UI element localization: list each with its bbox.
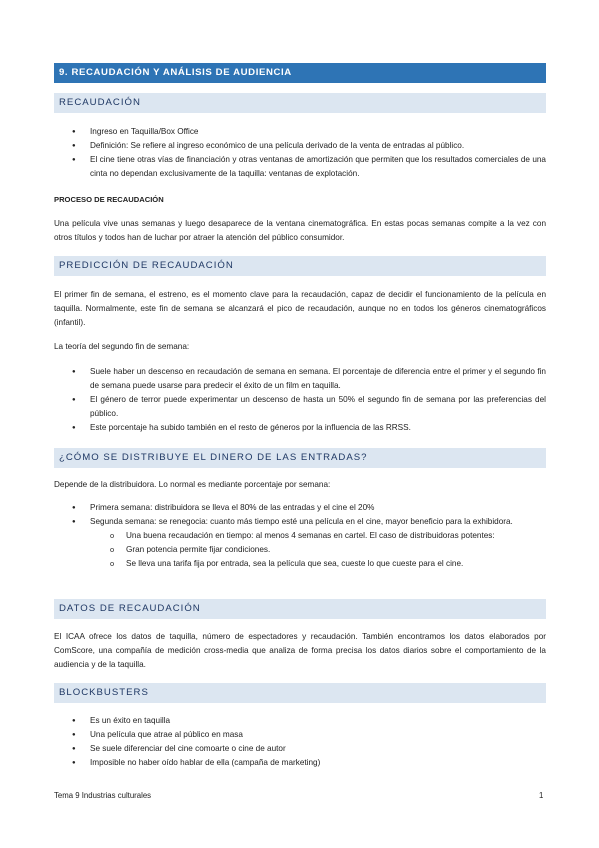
- section-header-recaudacion: RECAUDACIÓN: [54, 93, 546, 113]
- distribucion-paragraph: Depende de la distribuidora. Lo normal es mediante porcentaje por semana:: [54, 480, 331, 489]
- list-item: ● El cine tiene otras vías de financiación y otras ventanas de amortización que permiten que los resultados comerciales de una cinta no dependan exclusivamente de la taquilla: ventanas de explotación.: [54, 153, 546, 181]
- distribucion-list: [54, 501, 546, 571]
- section-header-prediccion: PREDICCIÓN DE RECAUDACIÓN: [54, 256, 546, 276]
- section-header-datos: DATOS DE RECAUDACIÓN: [54, 599, 546, 619]
- list-item: ● El género de terror puede experimentar un descenso de hasta un 50% el segundo fin de semana por las preferencias del público.: [54, 393, 546, 421]
- recaudacion-list: [54, 125, 546, 181]
- list-item: ● Una película que atrae al público en masa: [54, 728, 546, 742]
- sub-list-item: o Gran potencia permite fijar condiciones.: [54, 543, 546, 557]
- section-header-blockbusters: BLOCKBUSTERS: [54, 683, 546, 703]
- datos-paragraph: El ICAA ofrece los datos de taquilla, número de espectadores y recaudación. También encontramos los datos elaborados por ComScore, una compañía de medición cross-media que analiza de forma precisa los datos diarios sobre el comportamiento de la audiencia y de la taquilla.: [54, 632, 546, 669]
- section-header-distribucion: ¿CÓMO SE DISTRIBUYE EL DINERO DE LAS ENTRADAS?: [54, 448, 546, 468]
- list-item: ● Definición: Se refiere al ingreso económico de una película derivado de la venta de entradas al público.: [54, 139, 546, 153]
- list-item: ● Este porcentaje ha subido también en el resto de géneros por la influencia de las RRSS.: [54, 421, 546, 435]
- teoria-title: La teoría del segundo fin de semana:: [54, 342, 190, 351]
- footer-title: Tema 9 Industrias culturales: [54, 791, 152, 800]
- page-number: 1: [539, 791, 544, 800]
- teoria-list: [54, 365, 546, 435]
- list-item: ● Imposible no haber oído hablar de ella (campaña de marketing): [54, 756, 546, 770]
- prediccion-paragraph: El primer fin de semana, el estreno, es el momento clave para la recaudación, capaz de decidir el funcionamiento de la película en taquilla. Normalmente, este fin de semana se alcanzará el pico de recaudación, aunque no en todos los géneros cinematográficos (infantil).: [54, 290, 546, 327]
- blockbusters-list: [54, 714, 546, 770]
- proceso-paragraph: Una película vive unas semanas y luego desaparece de la ventana cinematográfica. En estas pocas semanas compite a la vez con otros títulos y todos han de luchar por atraer la atención del público consumidor.: [54, 219, 546, 242]
- sub-list-item: o Se lleva una tarifa fija por entrada, sea la película que sea, cueste lo que cueste para el cine.: [54, 557, 546, 571]
- proceso-title: PROCESO DE RECAUDACIÓN: [54, 195, 164, 204]
- list-item: ● Ingreso en Taquilla/Box Office: [54, 125, 546, 139]
- sub-list-item: o Una buena recaudación en tiempo: al menos 4 semanas en cartel. El caso de distribuidoras potentes:: [54, 529, 546, 543]
- list-item: ● Suele haber un descenso en recaudación de semana en semana. El porcentaje de diferencia entre el primer y el segundo fin de semana puede usarse para predecir el éxito de un film en taquilla.: [54, 365, 546, 393]
- list-item: ● Primera semana: distribuidora se lleva el 80% de las entradas y el cine el 20%: [54, 501, 546, 515]
- list-item: ● Se suele diferenciar del cine comoarte o cine de autor: [54, 742, 546, 756]
- list-item: ● Es un éxito en taquilla: [54, 714, 546, 728]
- list-item: ● Segunda semana: se renegocia: cuanto más tiempo esté una película en el cine, mayor beneficio para la exhibidora.: [54, 515, 546, 529]
- chapter-banner: 9. RECAUDACIÓN Y ANÁLISIS DE AUDIENCIA: [54, 63, 546, 83]
